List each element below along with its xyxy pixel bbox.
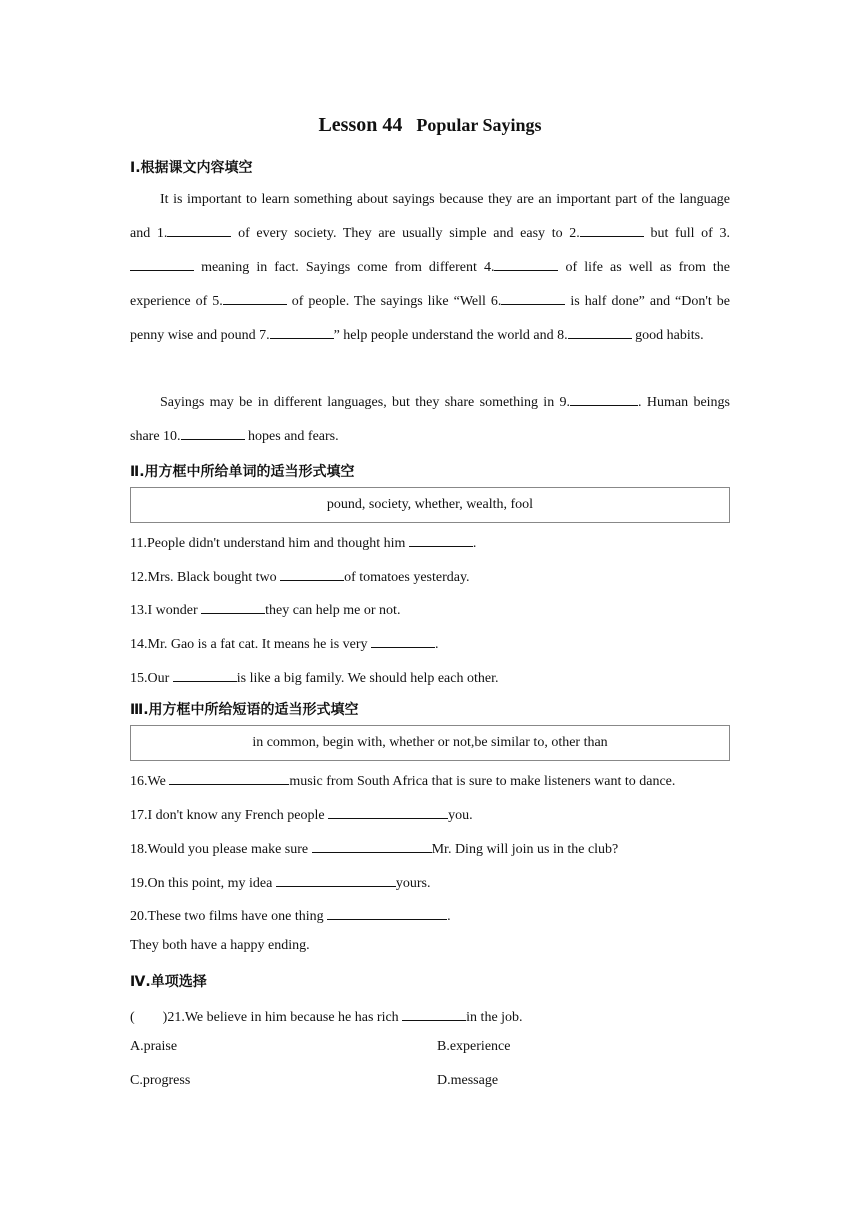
answer-blank[interactable] (328, 803, 448, 819)
answer-blank[interactable] (402, 1005, 466, 1021)
lesson-topic: Popular Sayings (416, 115, 542, 135)
question-text: . (447, 909, 451, 924)
answer-blank[interactable] (327, 904, 447, 920)
question-text: 15.Our (130, 671, 173, 686)
blank-3[interactable] (130, 255, 194, 271)
answer-parentheses[interactable]: ( ) (130, 1010, 168, 1025)
question-18 (130, 837, 618, 858)
blank-1[interactable] (167, 221, 231, 237)
question-15 (130, 666, 498, 687)
question-text: 18.Would you please make sure (130, 842, 312, 857)
option-d[interactable]: D.message (437, 1073, 499, 1088)
answer-blank[interactable] (173, 666, 237, 682)
question-text: 20.These two films have one thing (130, 909, 328, 924)
text-run: Sayings may be in different languages, but they share something in 9. (160, 395, 571, 410)
question-11 (130, 531, 476, 552)
blank-5[interactable] (223, 289, 287, 305)
question-text: yours. (395, 876, 431, 891)
question-text: . (435, 637, 439, 652)
text-run: of every society. They are usually simple and easy to 2. (231, 226, 580, 241)
text-run: It is important to learn something about sayings because they are an important part of the language and 1. (130, 192, 730, 241)
question-19 (130, 871, 430, 892)
text-run: meaning in fact. Sayings come from different 4. (194, 260, 495, 275)
question-text: 14.Mr. Gao is a fat cat. It means he is very (130, 637, 372, 652)
blank-10[interactable] (181, 424, 245, 440)
word-box: pound, society, whether, wealth, fool (130, 487, 730, 523)
question-16 (130, 769, 675, 790)
section-3-heading: Ⅲ.用方框中所给短语的适当形式填空 (130, 702, 359, 718)
question-20-continuation: They both have a happy ending. (130, 938, 310, 953)
blank-2[interactable] (580, 221, 644, 237)
question-20 (130, 904, 451, 925)
question-12 (130, 565, 470, 586)
text-run: hopes and fears. (244, 429, 339, 444)
question-14 (130, 632, 439, 653)
question-text: is like a big family. We should help each other. (236, 671, 499, 686)
section-2-heading: Ⅱ.用方框中所给单词的适当形式填空 (130, 464, 355, 480)
phrase-box: in common, begin with, whether or not,be similar to, other than (130, 725, 730, 761)
text-run: but full of 3. (643, 226, 731, 241)
text-run: ” help people understand the world and 8. (333, 328, 568, 343)
answer-blank[interactable] (201, 598, 265, 614)
question-text: 16.We (130, 774, 170, 789)
blank-6[interactable] (501, 289, 565, 305)
answer-blank[interactable] (312, 837, 432, 853)
question-text: you. (448, 808, 473, 823)
question-text: 17.I don't know any French people (130, 808, 329, 823)
question-text: 11.People didn't understand him and thought him (130, 536, 409, 551)
text-run: is half done” and “Don't be penny wise and pound 7. (130, 294, 730, 343)
lesson-number: Lesson 44 (318, 114, 403, 136)
question-text: Mr. Ding will join us in the club? (431, 842, 619, 857)
answer-blank[interactable] (169, 769, 289, 785)
question-text: . (472, 536, 477, 551)
option-b[interactable]: B.experience (437, 1039, 511, 1054)
question-13 (130, 598, 400, 619)
question-text: 21.We believe in him because he has rich (167, 1010, 403, 1025)
question-text: music from South Africa that is sure to make listeners want to dance. (289, 774, 676, 789)
question-text: in the job. (466, 1010, 523, 1025)
text-run: good habits. (631, 328, 704, 343)
section-4-heading: Ⅳ.单项选择 (130, 974, 207, 990)
page-title (130, 114, 730, 137)
question-text: they can help me or not. (265, 603, 401, 618)
question-17 (130, 803, 473, 824)
blank-8[interactable] (568, 323, 632, 339)
question-21 (130, 1005, 523, 1026)
question-text: 12.Mrs. Black bought two (130, 570, 281, 585)
answer-blank[interactable] (371, 632, 435, 648)
question-text: 13.I wonder (130, 603, 202, 618)
option-c[interactable]: C.progress (130, 1073, 191, 1088)
answer-blank[interactable] (276, 871, 396, 887)
section-1-paragraph-1 (130, 183, 730, 353)
section-1-paragraph-2 (130, 386, 730, 454)
text-run: of life as well as from the experience of 5. (130, 260, 731, 309)
question-text: 19.On this point, my idea (130, 876, 276, 891)
section-1-heading: Ⅰ.根据课文内容填空 (130, 160, 253, 176)
question-text: of tomatoes yesterday. (344, 570, 470, 585)
option-a[interactable]: A.praise (130, 1039, 178, 1054)
text-run: . Human beings share 10. (130, 395, 731, 444)
blank-7[interactable] (270, 323, 334, 339)
answer-blank[interactable] (409, 531, 473, 547)
text-run: of people. The sayings like “Well 6. (286, 294, 502, 309)
answer-blank[interactable] (280, 565, 344, 581)
blank-9[interactable] (570, 390, 638, 406)
blank-4[interactable] (494, 255, 558, 271)
